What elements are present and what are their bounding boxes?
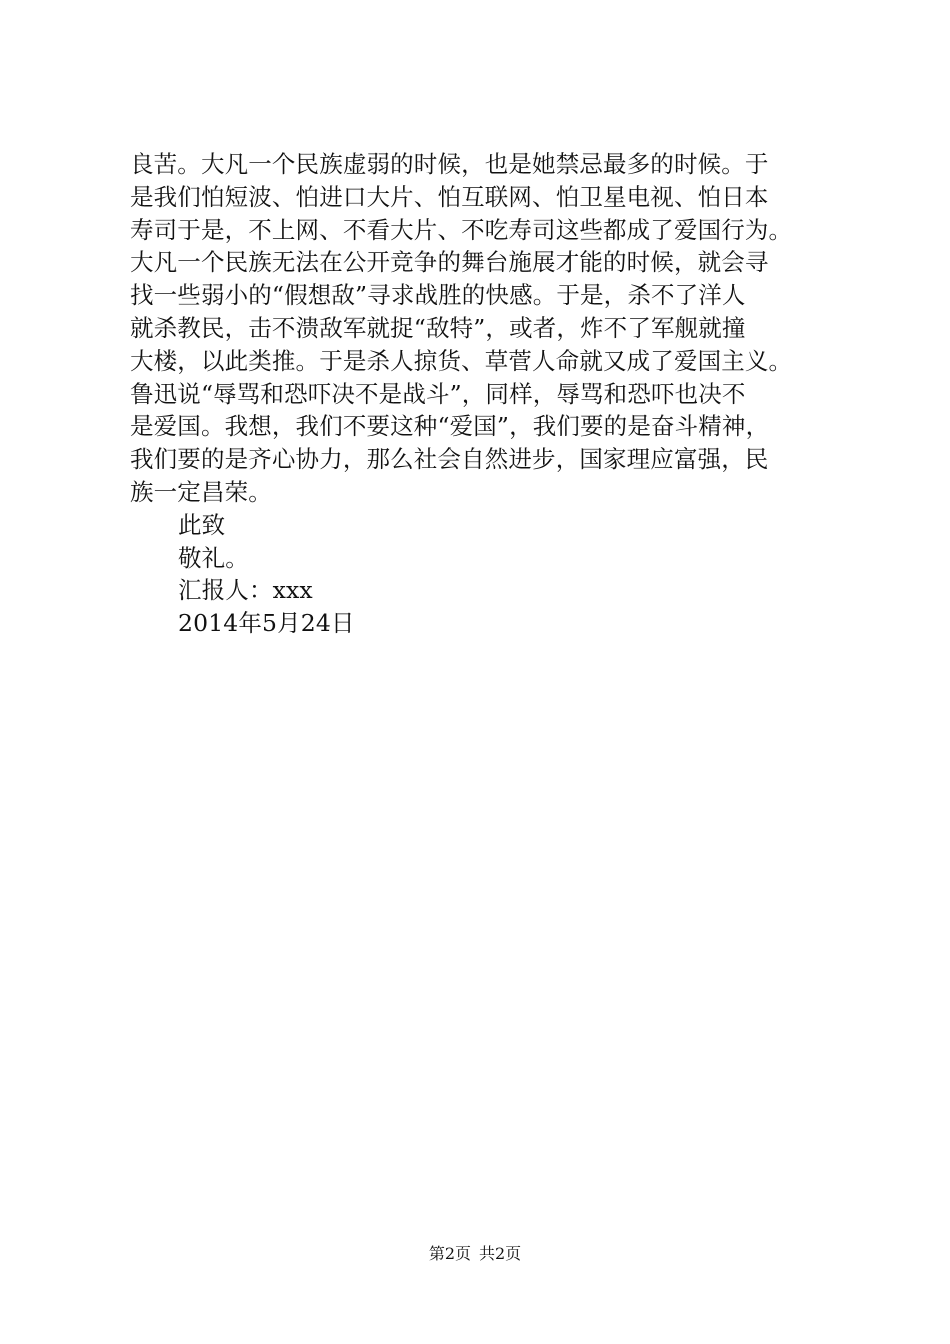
- reporter-line: 汇报人：xxx: [178, 576, 313, 605]
- page-total: 共2页: [479, 1244, 522, 1263]
- paragraph-line: 是我们怕短波、怕进口大片、怕互联网、怕卫星电视、怕日本: [130, 182, 769, 211]
- paragraph-line: 寿司于是，不上网、不看大片、不吃寿司这些都成了爱国行为。: [130, 215, 793, 244]
- paragraph-line: 是爱国。我想，我们不要这种“爱国”，我们要的是奋斗精神，: [130, 412, 770, 441]
- document-body: [130, 148, 850, 640]
- salute-line: 敬礼。: [178, 543, 249, 572]
- paragraph-line: 找一些弱小的“假想敌”寻求战胜的快感。于是，杀不了洋人: [130, 281, 746, 310]
- paragraph-line: 大楼，以此类推。于是杀人掠货、草菅人命就又成了爱国主义。: [130, 346, 793, 375]
- paragraph-line: 大凡一个民族无法在公开竞争的舞台施展才能的时候，就会寻: [130, 248, 769, 277]
- page-footer: [0, 1243, 950, 1265]
- paragraph-line: 我们要的是齐心协力，那么社会自然进步，国家理应富强，民: [130, 445, 769, 474]
- paragraph-line: 族一定昌荣。: [130, 477, 272, 506]
- paragraph-line: 就杀教民，击不溃敌军就捉“敌特”，或者，炸不了军舰就撞: [130, 313, 746, 342]
- date-line: 2014年5月24日: [178, 609, 355, 638]
- closing-line: 此致: [178, 510, 226, 539]
- paragraph-line: 鲁迅说“辱骂和恐吓决不是战斗”，同样，辱骂和恐吓也决不: [130, 379, 746, 408]
- paragraph-line: 良苦。大凡一个民族虚弱的时候，也是她禁忌最多的时候。于: [130, 150, 769, 178]
- page-number: 第2页: [428, 1244, 471, 1263]
